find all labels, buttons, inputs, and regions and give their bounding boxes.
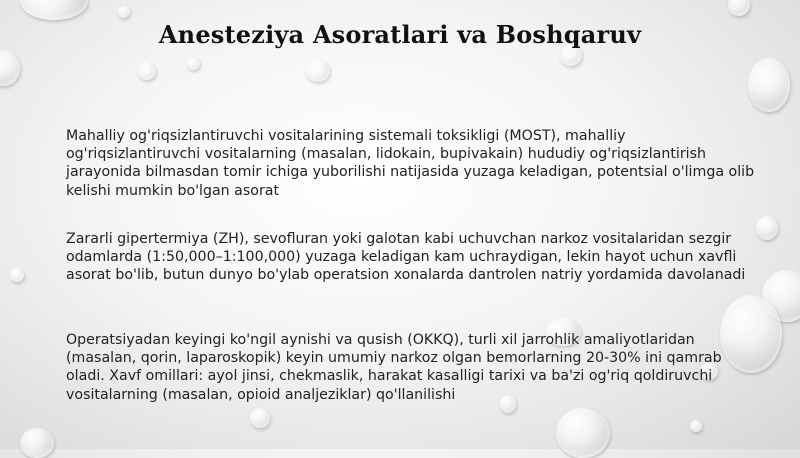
water-drop-decoration [728,0,750,16]
paragraph-ponv: Operatsiyadan keyingi ko'ngil aynishi va qusish (OKKQ), turli xil jarrohlik amaliyotlaridan (masalan, qorin, laparoskopik) keyin umumiy narkoz olgan bemorlarning 20-30% ini qamrab oladi. Xavf omillari: ayol jinsi, chekmaslik, harakat kasalligi tarixi va ba'zi og'riq qoldiruvchi vositalarning (masalan, opioid analjeziklar) qo'llanilishi [66,332,722,403]
water-drop-decoration [187,57,200,70]
water-drop-decoration [20,0,88,20]
water-drop-decoration [748,58,790,112]
water-drop-decoration [556,408,610,458]
slide-title: Anesteziya Asoratlari va Boshqaruv [158,20,642,49]
water-drop-decoration [0,50,20,86]
water-drop-decoration [20,428,54,458]
water-drop-decoration [690,420,702,432]
paragraph-most: Mahalliy og'riqsizlantiruvchi vositalarining sistemali toksikligi (MOST), mahalliy og'riqsizlantiruvchi vositalarning (masalan, lidokain, bupivakain) hududiy og'riqsizlantirish jarayonida bilmasdan tomir ichiga yuborilishi natijasida yuzaga keladigan, potentsial o'limga olib kelishi mumkin bo'lgan asorat [66,128,755,199]
water-drop-decoration [250,408,270,428]
water-drop-decoration [10,268,24,282]
water-drop-decoration [306,60,330,82]
paragraph-malignant-hyperthermia: Zararli gipertermiya (ZH), sevofluran yoki galotan kabi uchuvchan narkoz vositalaridan sezgir odamlarda (1:50,000–1:100,000) yuzaga keladigan kam uchraydigan, lekin hayot uchun xavfli asorat bo'lib, butun dunyo bo'ylab operatsion xonalarda dantrolen natriy yordamida davolanadi [66,231,746,284]
water-drop-decoration [138,62,156,80]
water-drop-decoration [756,216,778,240]
water-drop-decoration [118,6,130,18]
